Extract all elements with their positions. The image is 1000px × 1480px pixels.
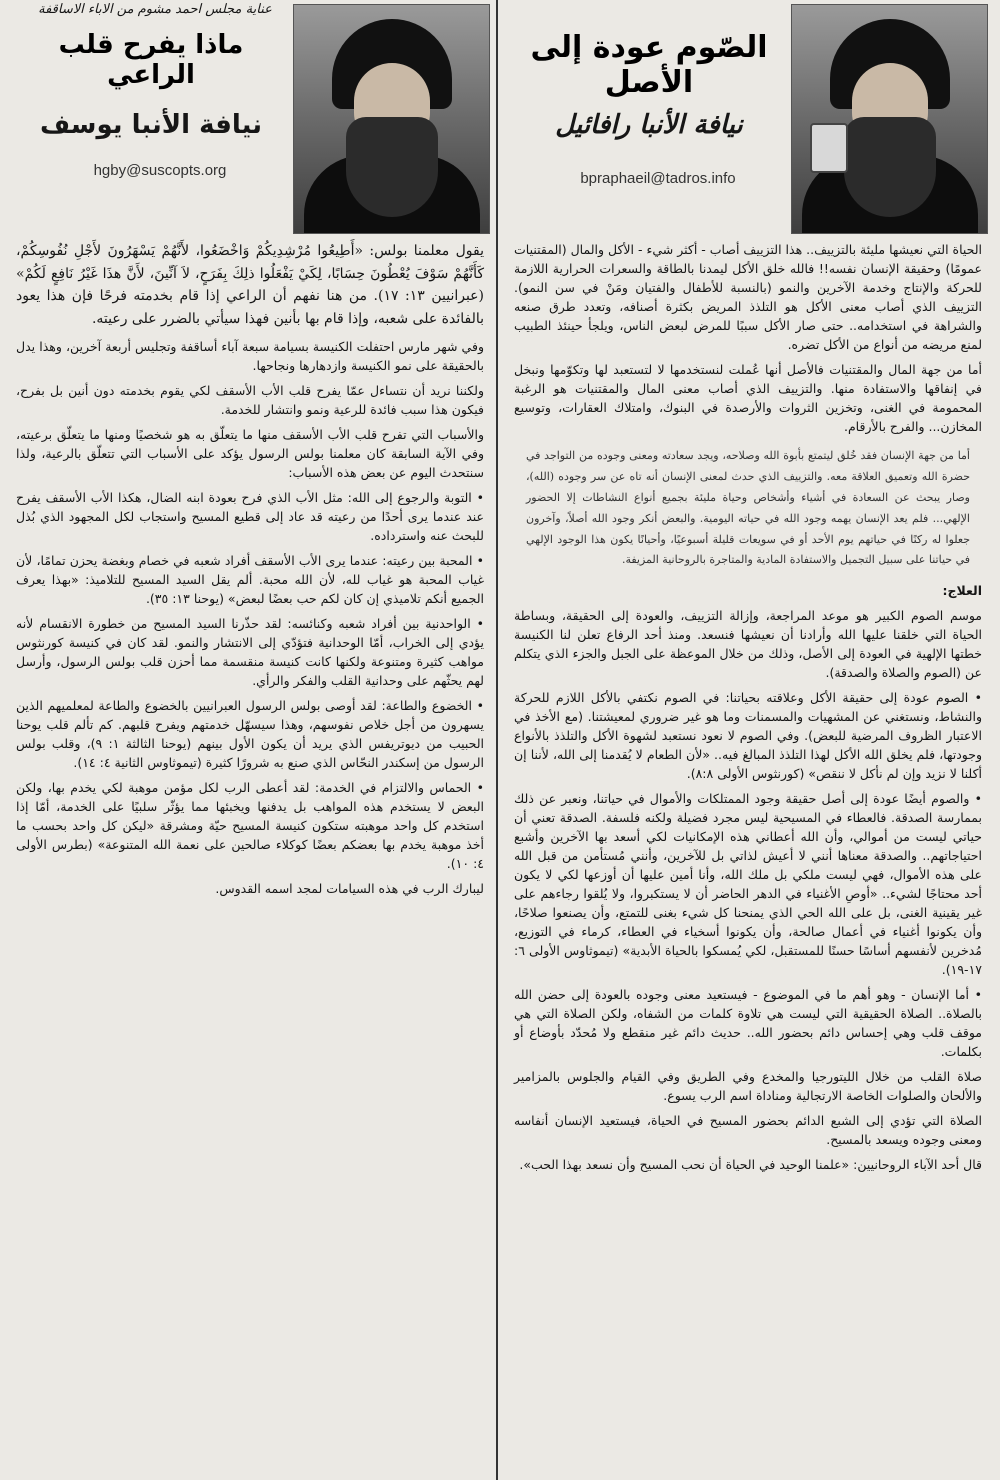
left-article — [10, 0, 490, 1480]
author-photo — [293, 4, 490, 234]
article-byline: نيافة الأنبا يوسف — [39, 110, 263, 140]
right-article-header — [508, 0, 988, 240]
paragraph: • أما الإنسان - وهو أهم ما في الموضوع - فيستعيد معنى وجوده بالعودة إلى حضن الله بالصلاة.. الصلاة الحقيقية التي ليست هي تلاوة كلمات من الشفاه، ولكن الصلاة التي هي موقف قلب وهي إحساس دائم بحضور الله.. حديث دائم غير منقطع ولا مُحدّد بأوضاع أو بكلمات. — [514, 985, 982, 1061]
paragraph: موسم الصوم الكبير هو موعد المراجعة، وإزالة التزييف، والعودة إلى الحقيقة، وبساطة الحياة التي خلقنا عليها الله وأرادنا أن نعيشها فنسعد. ومنذ أحد الرفاع تعلن لنا الكنيسة خطتها الإلهية في العودة إلى الأصل، وذلك من خلال الموعظة على الجبل والجزء الذي يتكلم عن (الصوم والصلاة والصدقة). — [514, 608, 982, 681]
paragraph: • الصوم عودة إلى حقيقة الأكل وعلاقته بحياتنا: في الصوم نكتفي بالأكل اللازم للحركة والنشاط، ونستغني عن المشهيات والمسمنات وما هو غير ضروري لمعيشتنا. (مع الأخذ في الاعتبار الظروف المرضية للبعض). وفي الصوم لا نعود نستعبد لشهوة الأكل والتلذذ بالأنواع وجودتها، فلم يخلق الله الأكل لهذا التلذذ المبالغ فيه.. «لأن الطعام لا يُقدمنا إلى الله، لأننا إن أكلنا لا نزيد وإن لم نأكل لا ننقص» (كورنثوس الأولى ٨:٨). — [514, 688, 982, 783]
article-body — [508, 240, 988, 1174]
paragraph: وفي شهر مارس احتفلت الكنيسة بسيامة سبعة آباء أساقفة وتجليس أربعة آخرين، وهذا يدل بالحقيقة على نمو الكنيسة وازدهارها ونجاحها. — [16, 338, 484, 373]
author-photo — [791, 4, 988, 234]
author-email[interactable]: bpraphaeil@tadros.info — [580, 170, 736, 187]
lead-paragraph: يقول معلمنا بولس: «أَطِيعُوا مُرْشِدِيكُمْ وَاخْضَعُوا، لأَنَّهُمْ يَسْهَرُونَ لأَجْلِ نُفُوسِكُمْ، كَأَنَّهُمْ سَوْفَ يُعْطُونَ حِسَابًا، لِكَيْ يَفْعَلُوا ذلِكَ بِفَرَحٍ، لاَ آنِّينَ، لأَنَّ هذَا غَيْرُ نَافِعٍ لَكُمْ» (عبرانيين ١٣: ١٧). من هنا نفهم أن الراعي إذا قام بخدمته فرحًا فإن هذا يعود بالفائدة على شعبه، وإذا قام بها بأنين فهذا سيأتي بالضرر على رعيته. — [16, 243, 484, 328]
header-slogan: عناية مجلس احمد مشوم من الاباء الاساقفة — [38, 2, 272, 17]
quote-block: أما من جهة الإنسان فقد خُلق ليتمتع بأبوة الله وصلاحه، ويجد سعادته ومعنى وجوده من التواجد في حضرة الله وتعميق العلاقة معه. والتزييف الذي حدث لمعنى الإنسان أنه تاه عن سر وجوده (الله)، وصار يبحث عن السعادة في أشياء وأشخاص وحياة مليئة بجميع أنواع النشاطات إلا الحضور الإلهي... فلم يعد الإنسان يهمه وجود الله في حياته اليومية. والبعض أنكر وجود الله أصلاً، وآخرون جعلوا له ركنًا في حياتهم يوم الأحد أو في سويعات قليلة أسبوعيًا، وأحيانًا يكون هذا الوجود الإلهي في حياتنا على سبيل التجميل والاستفادة المادية والمتاجرة بالروحانية المزيفة. — [526, 449, 970, 567]
list-item: • الحماس والالتزام في الخدمة: لقد أعطى الرب لكل مؤمن موهبة لكي يخدم بها، ولكن البعض لا يستخدم هذه المواهب بل يدفنها ويخبئها مما يؤثّر سلبيًا على الخدمة، أمّا إذا استخدم كل واحد موهبته ستكون كنيسة المسيح حيّة ومشرقة «ليكن كل واحد بحسب ما أخذ موهبة يخدم بها بعضكم بعضًا كوكلاء صالحين على نعمة الله المتنوعة» (بطرس الأولى ٤: ١٠). — [16, 778, 484, 873]
paragraph: ولكننا نريد أن نتساءل عمّا يفرح قلب الأب الأسقف لكي يقوم بخدمته دون أنين بل بفرح، فيكون هذا سبب فائدة للرعية ونمو وانتشار للخدمة. — [16, 382, 484, 417]
right-article — [508, 0, 988, 1480]
left-article-header — [10, 0, 490, 240]
article-title: ماذا يفرح قلب الراعي — [58, 30, 244, 90]
paragraph: أما من جهة المال والمقتنيات فالأصل أنها عُملت لنستخدمها لا لتستعبد لها وتكوّمها ونبخل في إنفاقها والاستفادة منها. والتزييف الذي أصاب معنى المال والمقتنيات هو الرغبة المحمومة في الغنى، وتخزين الثروات والأرصدة في البنوك، وامتلاك العقارات، وتوسيع المخازن... والفرح بالأرقام. — [514, 362, 982, 434]
cross-icon — [810, 123, 848, 173]
author-email[interactable]: hgby@suscopts.org — [93, 162, 227, 179]
paragraph: صلاة القلب من خلال الليتورجيا والمخدع وفي الطريق وفي القيام والجلوس بالمزامير والألحان والصلوات الخاصة الارتجالية ومناداة اسم الرب يسوع. — [514, 1069, 982, 1104]
section-heading: العلاج: — [942, 583, 982, 599]
list-item: • الواحدنية بين أفراد شعبه وكنائسه: لقد حذّرنا السيد المسيح من خطورة الانقسام لأنه يؤدي إلى الخراب، أمّا الوحدانية فتؤدّي إلى الانتشار والنمو. لقد كان في كنيسة كورنثوس مواهب كثيرة ومتنوعة ولكنها كانت كنيسة منقسمة مما أحزن قلب بولس الرسول، وأرسل لهم يحثّهم على وحدانية القلب والفكر والرأي. — [16, 614, 484, 690]
list-item: • المحبة بين رعيته: عندما يرى الأب الأسقف أفراد شعبه في خصام وبغضة يحزن تمامًا، لأن غياب المحبة هو غياب لله، لأن الله محبة. ألم يقل السيد المسيح للتلاميذ: «بهذا يعرف الجميع أنكم تلاميذي إن كان لكم حب بعضًا لبعض» (يوحنا ١٣: ٣٥). — [16, 551, 484, 608]
paragraph: والأسباب التي تفرح قلب الأب الأسقف منها ما يتعلّق به هو شخصيًا ومنها ما يتعلّق برعيته، وفي الآية السابقة كان معلمنا بولس الرسول يؤكد على الأسباب التي تتعلّق بالرعية، ولذا سنتحدث اليوم عن بعض هذه الأسباب: — [16, 426, 484, 480]
paragraph: الحياة التي نعيشها مليئة بالتزييف.. هذا التزييف أصاب - أكثر شيء - الأكل والمال (المقتنيات عمومًا) وحقيقة الإنسان نفسه!! فالله خلق الأكل ليمدنا بالطاقة والسعرات الحرارية اللازمة للحركة والإنتاج وخدمة الآخرين والنمو (بالنسبة للأطفال والفتيان ومَنْ في سن النمو). التزييف الذي أصاب معنى الأكل هو التلذذ المريض بكثرة أصنافه، وتعدد طرق صنعه والشراهة في استخدامه.. حتى صار الأكل سببًا للمرض لبعض الناس، ويلجأ حينئذ الطبيب لمنع مريضه من أنواع من الأكل تضره. — [514, 242, 982, 352]
article-title: الصّوم عودة إلى الأصل — [530, 30, 768, 100]
list-item: • التوبة والرجوع إلى الله: مثل الأب الذي فرح بعودة ابنه الضال، هكذا الأب الأسقف يفرح عند عندما يرى أحدًا من رعيته قد عاد إلى قطيع المسيح واستجاب لكل المجهود الذي بُذل للبحث عنه واسترداده. — [16, 488, 484, 545]
article-body — [10, 240, 490, 898]
column-divider — [496, 0, 498, 1480]
list-item: • الخضوع والطاعة: لقد أوصى بولس الرسول العبرانيين بالخضوع والطاعة لمعلميهم الذين يسهرون من أجل خلاص نفوسهم، وهذا سيسهّل خدمتهم ويفرح قلبهم. كم تألم قلب يوحنا الحبيب من ديوتريفس الذي يريد أن يكون الأول بينهم (يوحنا الثالثة ١: ٩)، وقلب بولس الرسول من إسكندر النحّاس الذي صنع به شرورًا كثيرة (تيموثاوس الثانية ٤: ١٤). — [16, 696, 484, 772]
article-byline: نيافة الأنبا رافائيل — [555, 110, 743, 140]
closing-line: ليبارك الرب في هذه السيامات لمجد اسمه القدوس. — [215, 880, 484, 896]
paragraph: الصلاة التي تؤدي إلى الشبع الدائم بحضور المسيح في الحياة، فيستعيد الإنسان أنفاسه ومعنى وجوده ويسعد بالمسيح. — [514, 1113, 982, 1148]
paragraph: قال أحد الآباء الروحانيين: «علمنا الوحيد في الحياة أن نحب المسيح وأن نسعد بهذا الحب». — [519, 1157, 982, 1173]
paragraph: • والصوم أيضًا عودة إلى أصل حقيقة وجود الممتلكات والأموال في حياتنا، ونعبر عن ذلك بممارسة الصدقة. فالعطاء في المسيحية ليس مجرد فضيلة ولكنه فلسفة. الصدقة تعني أن حياتي ليست من أموالي، وأن الله أعطاني هذه الإمكانيات لكي أسعد بها الآخرين وأشبع احتياجاتهم.. والصدقة معناها أنني لا أعيش لذاتي بل للآخرين، وأنني مُستأمن من قبل الله على هذه الأموال، فهي ليست ملكي بل ملك الله، وأنا أمين عليها أن أوزعها لكي لا يكون أحد محتاجًا لشيء.. «أوصِ الأغنياء في الدهر الحاضر أن لا يستكبروا، ولا يُلقوا رجاءهم على غير يقينية الغنى، بل على الله الحي الذي يمنحنا كل شيء بغنى للتمتع، وأن يصنعوا صلاحًا، وأن يكونوا أغنياء في أعمال صالحة، وأن يكونوا أسخياء في العطاء، كرماء في التوزيع، مُدخرين لأنفسهم أساسًا حسنًا للمستقبل، لكي يُمسكوا بالحياة الأبدية» (تيموثاوس الأولى ٦: ١٧-١٩). — [514, 789, 982, 979]
